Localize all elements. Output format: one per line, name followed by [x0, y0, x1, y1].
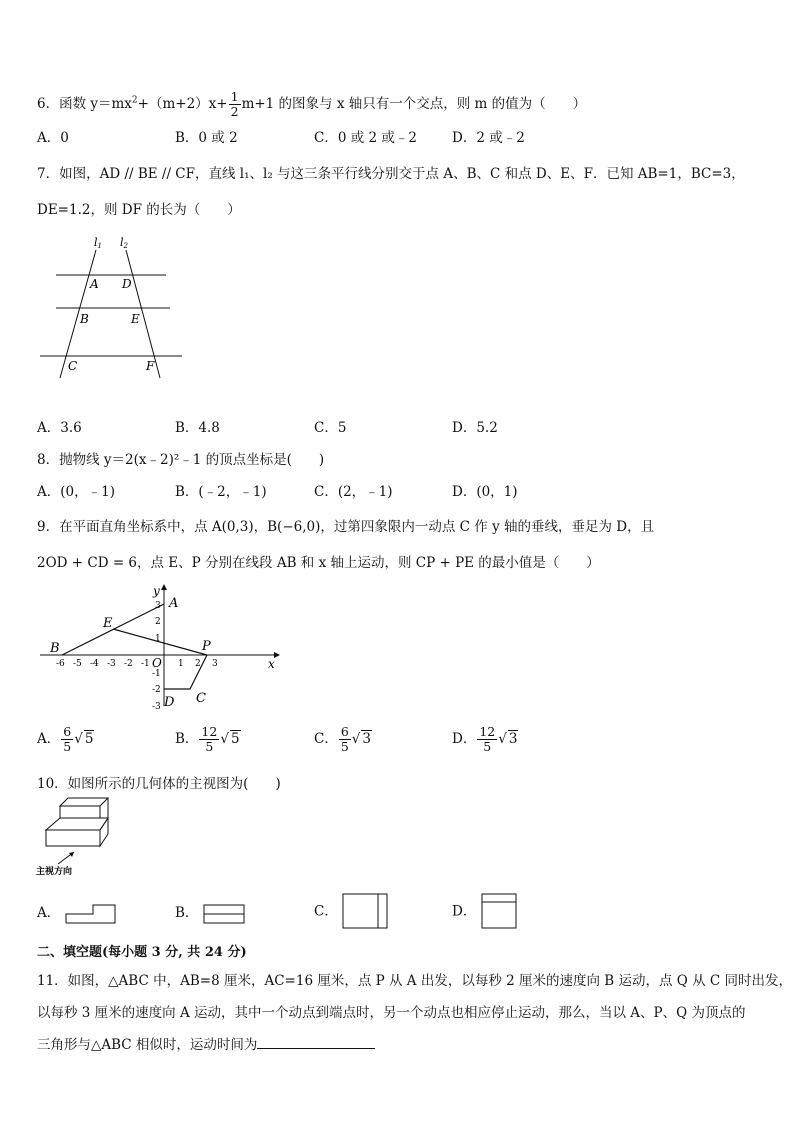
x-axis-arrow: [274, 652, 280, 658]
y-tick-1: 1: [155, 634, 161, 644]
q9-b-radicand: 5: [230, 731, 240, 747]
q9-line-2: 2OD + CD = 6，点 E、P 分别在线段 AB 和 x 轴上运动，则 CP + PE 的最小值是（ ）: [37, 555, 600, 571]
q7-option-c[interactable]: C．5: [314, 420, 347, 436]
view-direction-caption: 主视方向: [36, 867, 73, 877]
q10-text: 10．如图所示的几何体的主视图为( ): [37, 776, 281, 792]
q9-b-den: 5: [205, 739, 214, 754]
x-tick-2: 2: [195, 659, 201, 669]
q6-option-c[interactable]: C．0 或 2 或﹣2: [314, 130, 417, 146]
q11-line-1: 11．如图，△ABC 中，AB=8 厘米，AC=16 厘米，点 P 从 A 出发，以每秒 2 厘米的速度向 B 运动，点 Q 从 C 同时出发，: [37, 973, 793, 989]
label-point-a: A: [169, 596, 179, 611]
q10-option-d-letter: D．: [452, 903, 477, 920]
q9-option-d[interactable]: D． $\frac{12}{5}$ √ 3: [452, 724, 518, 754]
q9-c-num: 6: [340, 724, 349, 739]
q9-option-b-letter: B．: [175, 731, 199, 747]
q9-option-d-fraction: [477, 725, 497, 754]
q10-option-c-letter: C．: [314, 903, 338, 920]
q6-fraction: [229, 90, 241, 119]
view-direction-arrowhead: [69, 852, 74, 857]
label-origin: O: [152, 656, 162, 670]
y-tick-neg3: -3: [152, 702, 161, 712]
label-b: B: [80, 312, 89, 326]
q9-option-c-letter: C．: [314, 731, 338, 747]
q9-option-b-fraction: [199, 725, 219, 754]
q6-frac-num: 1: [230, 89, 239, 104]
q10-solid-figure: [36, 794, 132, 878]
q7-option-b[interactable]: B．4.8: [175, 420, 220, 436]
q8-text: 8．抛物线 y＝2(x﹣2)²﹣1 的顶点坐标是( ): [37, 452, 325, 468]
label-point-p: P: [202, 639, 211, 654]
q10-option-b-shape: [203, 903, 247, 925]
label-point-c: C: [196, 691, 206, 706]
lower-block-side: [100, 818, 108, 846]
q8-option-a[interactable]: A．(0，﹣1): [37, 484, 115, 500]
q10-option-a[interactable]: [37, 901, 117, 925]
q9-coordinate-figure: [36, 582, 280, 712]
upper-block-top: [60, 798, 108, 806]
x-tick-neg5: -5: [73, 659, 82, 669]
lower-block-front: [46, 830, 100, 846]
q6-option-a[interactable]: A．0: [37, 130, 69, 146]
q10-option-a-letter: A．: [37, 905, 61, 921]
q9-d-den: 5: [483, 739, 492, 754]
q6-text-mid: +（m+2）x+: [137, 96, 228, 112]
x-tick-neg1: -1: [141, 659, 150, 669]
q6-text-pre: 6．函数 y＝mx: [37, 96, 132, 112]
q6-frac-den: 2: [230, 104, 239, 119]
lower-block-top: [46, 818, 108, 830]
label-c: C: [68, 359, 78, 373]
x-tick-neg2: -2: [124, 659, 133, 669]
q8-option-d[interactable]: D．(0，1): [452, 484, 518, 500]
section-2-title: 二、填空题(每小题 3 分, 共 24 分): [37, 945, 247, 960]
label-e: E: [131, 312, 140, 326]
x-tick-3: 3: [212, 659, 218, 669]
q9-option-a[interactable]: A． $\frac{6}{5}$ √ 5: [37, 724, 94, 754]
q9-a-radicand: 5: [84, 731, 94, 747]
q7-line-2: DE=1.2，则 DF 的长为（ ）: [37, 202, 241, 218]
y-tick-neg1: -1: [152, 669, 161, 679]
q9-option-c[interactable]: C． $\frac{6}{5}$ √ 3: [314, 724, 371, 754]
label-l1: l1: [94, 236, 102, 250]
q11-line-3-text: 三角形与△ABC 相似时，运动时间为: [37, 1037, 258, 1053]
q8-option-c[interactable]: C．(2，﹣1): [314, 484, 393, 500]
q9-c-radicand: 3: [362, 731, 371, 747]
label-point-e: E: [103, 616, 113, 631]
q9-option-a-letter: A．: [37, 731, 61, 747]
q8-option-b[interactable]: B．(﹣2，﹣1): [175, 484, 267, 500]
q9-line-1: 9．在平面直角坐标系中，点 A(0,3)，B(−6,0)，过第四象限内一动点 C 作 y 轴的垂线，垂足为 D，且: [37, 519, 655, 535]
q9-option-d-letter: D．: [452, 731, 477, 747]
question-6: [37, 90, 586, 119]
q11-line-2: 以每秒 3 厘米的速度向 A 运动，其中一个动点到端点时，另一个动点也相应停止运动，那么，当以 A、P、Q 为顶点的: [37, 1005, 746, 1021]
q10-option-a-shape: [65, 903, 117, 925]
q6-superscript: 2: [131, 95, 138, 106]
q9-b-num: 12: [201, 724, 218, 739]
label-a: A: [90, 277, 99, 291]
q9-d-num: 12: [479, 724, 496, 739]
x-tick-neg3: -3: [107, 659, 116, 669]
q10-option-d-shape: [481, 893, 519, 931]
label-x: x: [268, 657, 275, 671]
q10-option-b-letter: B．: [175, 905, 199, 921]
q10-option-d[interactable]: [452, 893, 519, 931]
y-axis-arrow: [161, 584, 167, 590]
x-tick-1: 1: [178, 659, 184, 669]
x-tick-neg4: -4: [90, 659, 99, 669]
label-point-d: D: [164, 695, 175, 710]
q7-figure: [36, 232, 188, 386]
q10-option-c[interactable]: [314, 893, 390, 931]
q10-option-b[interactable]: [175, 901, 247, 925]
y-tick-3: 3: [155, 601, 161, 611]
label-d: D: [122, 277, 132, 291]
label-y: y: [153, 584, 160, 598]
label-point-b: B: [50, 641, 60, 656]
q7-option-d[interactable]: D．5.2: [452, 420, 498, 436]
q9-d-radicand: 3: [508, 731, 518, 747]
q6-option-d[interactable]: D．2 或﹣2: [452, 130, 525, 146]
q11-answer-blank[interactable]: [257, 1036, 375, 1049]
q10-option-c-shape: [342, 893, 390, 931]
line-l1: [60, 250, 96, 378]
q7-line-1: 7．如图，AD // BE // CF，直线 l₁、l₂ 与这三条平行线分别交于点 A、B、C 和点 D、E、F．已知 AB=1，BC=3，: [37, 166, 745, 182]
y-tick-neg2: -2: [152, 685, 161, 695]
q7-option-a[interactable]: A．3.6: [37, 420, 82, 436]
upper-block-front: [60, 806, 100, 818]
q9-a-den: 5: [63, 739, 72, 754]
label-f: F: [146, 359, 155, 373]
q9-option-b[interactable]: B． $\frac{12}{5}$ √ 5: [175, 724, 240, 754]
label-l2: l2: [120, 236, 128, 250]
q9-c-den: 5: [340, 739, 349, 754]
q9-option-c-fraction: [339, 725, 351, 754]
q6-text-post: m+1 的图象与 x 轴只有一个交点，则 m 的值为（ ）: [241, 96, 587, 112]
q6-option-b[interactable]: B．0 或 2: [175, 130, 238, 146]
q9-option-a-fraction: [61, 725, 73, 754]
q11-line-3: [37, 1033, 375, 1053]
y-tick-2: 2: [155, 617, 161, 627]
q9-a-num: 6: [63, 724, 72, 739]
x-tick-neg6: -6: [56, 659, 65, 669]
